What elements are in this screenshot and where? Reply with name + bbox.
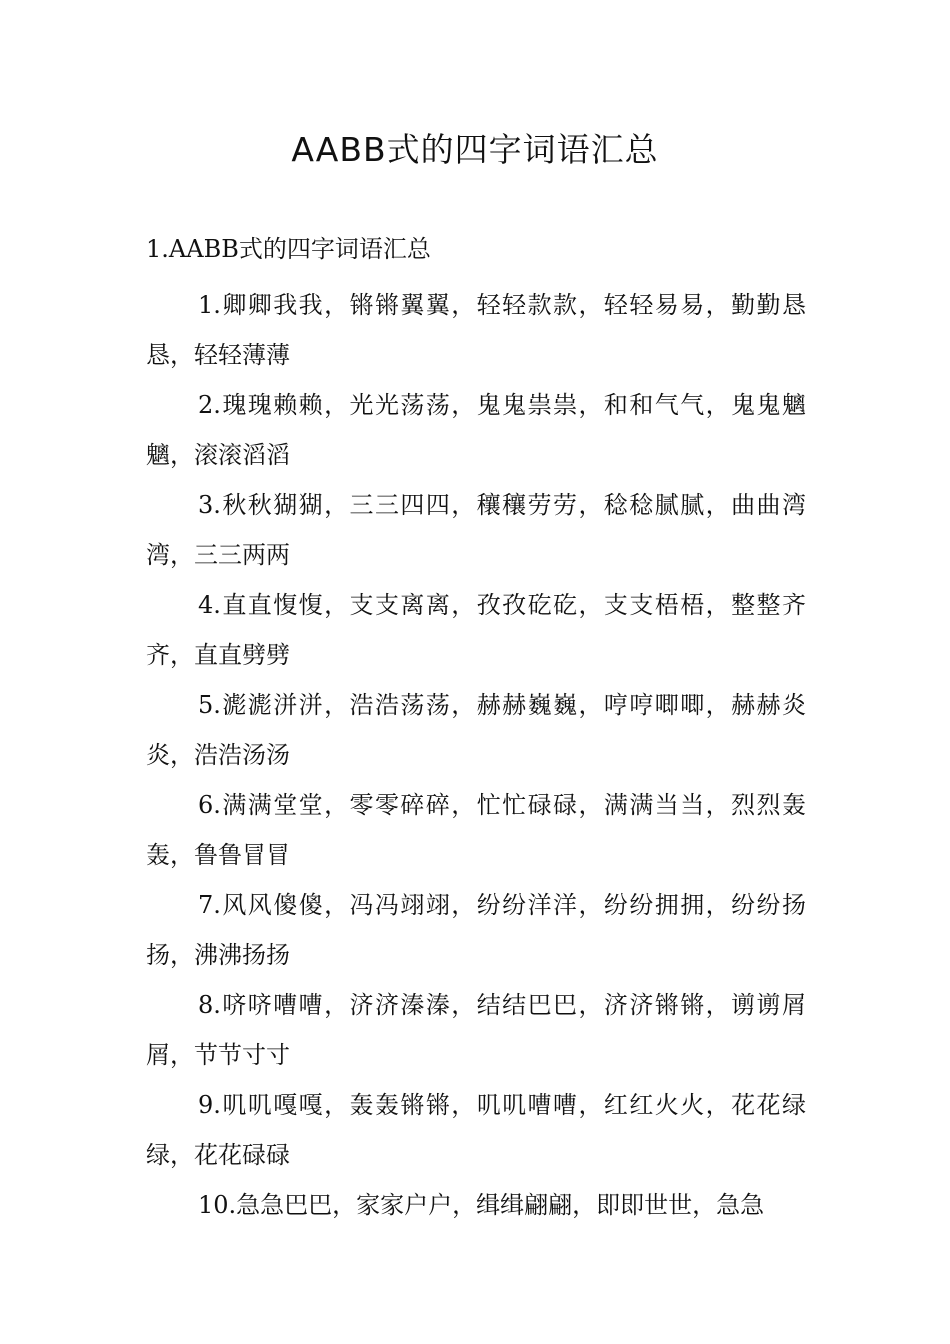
list-item: 1.卿卿我我，锵锵翼翼，轻轻款款，轻轻易易，勤勤恳恳，轻轻薄薄 [146,291,806,369]
list-item: 8.哜哜嘈嘈，济济溱溱，结结巴巴，济济锵锵，谫谫屑屑，节节寸寸 [146,991,806,1069]
list-item: 5.滮滮洴洴，浩浩荡荡，赫赫巍巍，哼哼唧唧，赫赫炎炎，浩浩汤汤 [146,691,806,769]
list-item: 7.风风傻傻，冯冯翊翊，纷纷洋洋，纷纷拥拥，纷纷扬扬，沸沸扬扬 [146,891,806,969]
document-title: AABB式的四字词语汇总 [291,130,659,169]
list-item: 9.叽叽嘎嘎，轰轰锵锵，叽叽嘈嘈，红红火火，花花绿绿，花花碌碌 [146,1091,806,1169]
list-item: 6.满满堂堂，零零碎碎，忙忙碌碌，满满当当，烈烈轰轰，鲁鲁冒冒 [146,791,806,869]
list-item: 4.直直愎愎，支支离离，孜孜矻矻，支支梧梧，整整齐齐，直直劈劈 [146,591,806,669]
word-list [146,280,806,1230]
list-item: 10.急急巴巴，家家户户，缉缉翩翩，即即世世，急急 [198,1191,765,1219]
list-item: 2.瑰瑰赖赖，光光荡荡，鬼鬼祟祟，和和气气，鬼鬼魑魑，滚滚滔滔 [146,391,806,469]
section-heading: 1.AABB式的四字词语汇总 [146,235,431,263]
list-item: 3.秋秋猢猢，三三四四，穰穰劳劳，稔稔腻腻，曲曲湾湾，三三两两 [146,491,806,569]
